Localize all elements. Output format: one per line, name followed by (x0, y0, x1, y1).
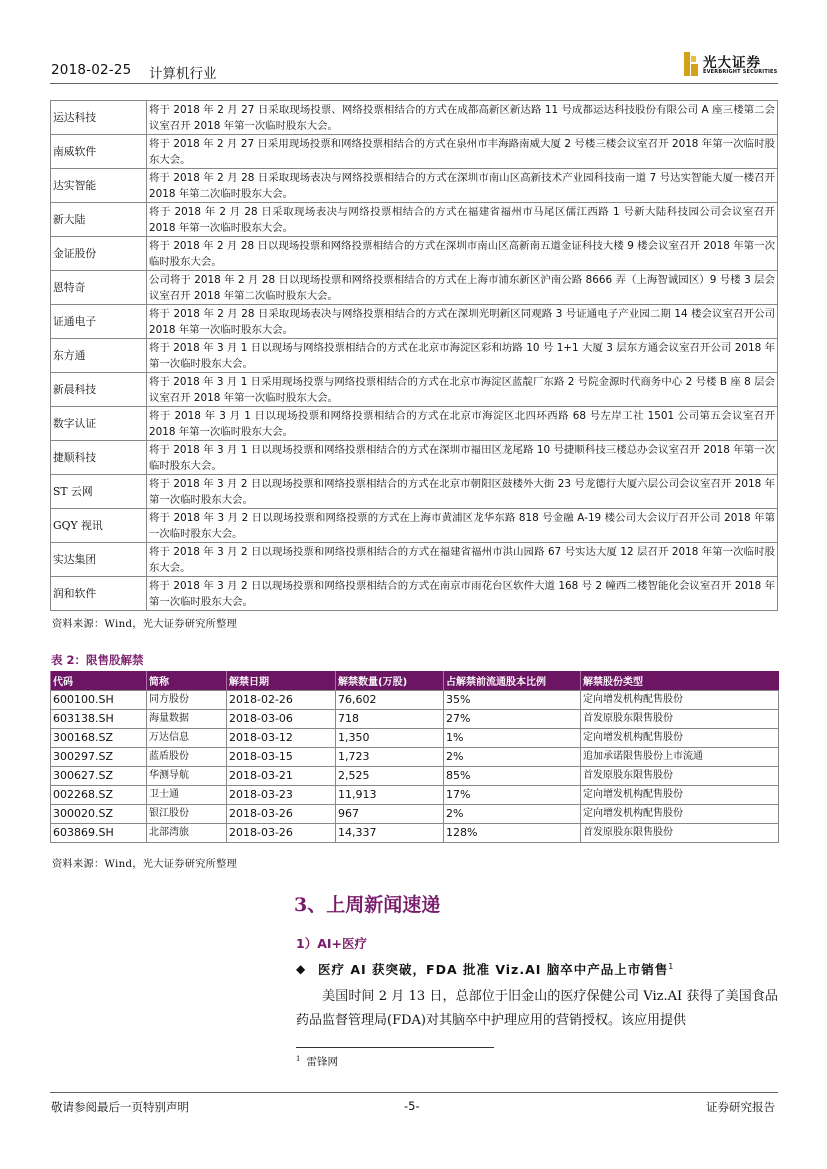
float-ratio: 85% (444, 767, 581, 786)
header-date: 2018-02-25 (51, 62, 132, 78)
meeting-description: 将于 2018 年 3 月 2 日以现场投票和网络投票相结合的方式在南京市雨花台区软件大道 168 号 2 幢西二楼智能化会议室召开 2018 年第一次临时股东大会。 (147, 577, 778, 611)
table2-column-header: 解禁股份类型 (581, 671, 779, 691)
meeting-row (51, 271, 778, 305)
meeting-row (51, 407, 778, 441)
lockup-expiry-table (50, 671, 779, 843)
lockup-row (51, 710, 779, 729)
share-type: 定向增发机构配售股份 (581, 691, 779, 710)
float-ratio: 17% (444, 786, 581, 805)
table1-source: 资料来源：Wind，光大证券研究所整理 (52, 619, 238, 630)
company-name: 金证股份 (51, 237, 147, 271)
stock-short-name: 同方股份 (147, 691, 227, 710)
table2-column-header: 占解禁前流通股本比例 (444, 671, 581, 691)
company-name: 新晨科技 (51, 373, 147, 407)
table2-column-header: 代码 (51, 671, 147, 691)
float-ratio: 2% (444, 748, 581, 767)
meeting-description: 将于 2018 年 2 月 28 日以现场投票和网络投票相结合的方式在深圳市南山区高新南五道金证科技大楼 9 楼会议室召开 2018 年第一次临时股东大会。 (147, 237, 778, 271)
company-name: 实达集团 (51, 543, 147, 577)
unlock-quantity: 76,602 (336, 691, 444, 710)
share-type: 首发原股东限售股份 (581, 767, 779, 786)
stock-code: 300168.SZ (51, 729, 147, 748)
meeting-description: 将于 2018 年 3 月 1 日采用现场投票与网络投票相结合的方式在北京市海淀区蓝靛厂东路 2 号院金源时代商务中心 2 号楼 B 座 8 层会议室召开 2018 年第一次临时股东大会。 (147, 373, 778, 407)
meeting-description: 将于 2018 年 2 月 28 日采取现场表决与网络投票相结合的方式在深圳光明新区同观路 3 号证通电子产业园二期 14 楼会议室召开公司 2018 年第一次临时股东大会。 (147, 305, 778, 339)
unlock-quantity: 11,913 (336, 786, 444, 805)
float-ratio: 35% (444, 691, 581, 710)
stock-code: 600100.SH (51, 691, 147, 710)
unlock-quantity: 2,525 (336, 767, 444, 786)
lockup-row (51, 767, 779, 786)
stock-short-name: 北部湾旅 (147, 824, 227, 843)
stock-short-name: 万达信息 (147, 729, 227, 748)
unlock-date: 2018-03-26 (227, 824, 336, 843)
company-name: 达实智能 (51, 169, 147, 203)
float-ratio: 1% (444, 729, 581, 748)
unlock-quantity: 967 (336, 805, 444, 824)
company-name: 新大陆 (51, 203, 147, 237)
shareholder-meetings-table (50, 100, 778, 611)
meeting-description: 将于 2018 年 3 月 1 日以现场投票和网络投票相结合的方式在北京市海淀区北四环西路 68 号左岸工社 1501 公司第五会议室召开 2018 年第一次临时股东大会。 (147, 407, 778, 441)
stock-code: 300297.SZ (51, 748, 147, 767)
stock-short-name: 卫士通 (147, 786, 227, 805)
footnote-number: 1 (296, 1054, 301, 1063)
company-name: GQY 视讯 (51, 509, 147, 543)
everbright-logo-icon (684, 52, 698, 76)
stock-code: 603138.SH (51, 710, 147, 729)
meeting-row (51, 441, 778, 475)
company-name: 运达科技 (51, 101, 147, 135)
lockup-row (51, 691, 779, 710)
footer-disclaimer: 敬请参阅最后一页特别声明 (51, 1100, 189, 1114)
unlock-date: 2018-02-26 (227, 691, 336, 710)
stock-code: 300627.SZ (51, 767, 147, 786)
meeting-row (51, 577, 778, 611)
table2-header-row (51, 671, 779, 691)
share-type: 定向增发机构配售股份 (581, 786, 779, 805)
stock-short-name: 海量数据 (147, 710, 227, 729)
diamond-bullet-icon: ◆ (296, 962, 306, 976)
share-type: 定向增发机构配售股份 (581, 805, 779, 824)
table2-column-header: 简称 (147, 671, 227, 691)
everbright-logo (684, 50, 784, 78)
news-headline (318, 960, 674, 978)
stock-code: 300020.SZ (51, 805, 147, 824)
subsection-title: 1）AI+医疗 (296, 936, 367, 951)
unlock-quantity: 1,723 (336, 748, 444, 767)
meeting-description: 将于 2018 年 3 月 1 日以现场与网络投票相结合的方式在北京市海淀区彩和坊路 10 号 1+1 大厦 3 层东方通会议室召开公司 2018 年第一次临时股东大会。 (147, 339, 778, 373)
stock-code: 603869.SH (51, 824, 147, 843)
logo-chinese-name: 光大证券 (703, 55, 761, 71)
company-name: 证通电子 (51, 305, 147, 339)
header-industry: 计算机行业 (149, 66, 217, 82)
meeting-description: 将于 2018 年 2 月 27 日采用现场投票和网络投票相结合的方式在泉州市丰海路南威大厦 2 号楼三楼会议室召开 2018 年第一次临时股东大会。 (147, 135, 778, 169)
section-title: 3、上周新闻速递 (294, 894, 441, 916)
lockup-row (51, 786, 779, 805)
logo-english-name: EVERBRIGHT SECURITIES (703, 69, 778, 75)
meeting-row (51, 305, 778, 339)
company-name: ST 云网 (51, 475, 147, 509)
meeting-row (51, 169, 778, 203)
news-paragraph-text: 美国时间 2 月 13 日，总部位于旧金山的医疗保健公司 Viz.AI 获得了美国食品药品监督管理局(FDA)对其脑卒中护理应用的营销授权。该应用提供 (296, 989, 778, 1028)
share-type: 首发原股东限售股份 (581, 824, 779, 843)
meeting-description: 公司将于 2018 年 2 月 28 日以现场投票和网络投票相结合的方式在上海市浦东新区沪南公路 8666 弄（上海智诚园区）9 号楼 3 层会议室召开 2018 年第二次临时股东大会。 (147, 271, 778, 305)
company-name: 南威软件 (51, 135, 147, 169)
meeting-row (51, 203, 778, 237)
unlock-date: 2018-03-21 (227, 767, 336, 786)
news-headline-text: 医疗 AI 获突破，FDA 批准 Viz.AI 脑卒中产品上市销售 (318, 962, 669, 977)
meeting-row (51, 101, 778, 135)
unlock-date: 2018-03-23 (227, 786, 336, 805)
lockup-row (51, 729, 779, 748)
float-ratio: 2% (444, 805, 581, 824)
table2-title: 表 2：限售股解禁 (51, 653, 144, 667)
company-name: 东方通 (51, 339, 147, 373)
company-name: 数字认证 (51, 407, 147, 441)
lockup-row (51, 824, 779, 843)
meeting-description: 将于 2018 年 3 月 1 日以现场投票和网络投票相结合的方式在深圳市福田区龙尾路 10 号捷顺科技三楼总办会议室召开 2018 年第一次临时股东大会。 (147, 441, 778, 475)
meeting-row (51, 339, 778, 373)
unlock-quantity: 14,337 (336, 824, 444, 843)
meeting-description: 将于 2018 年 3 月 2 日以现场投票和网络投票相结合的方式在福建省福州市洪山园路 67 号实达大厦 12 层召开 2018 年第一次临时股东大会。 (147, 543, 778, 577)
company-name: 润和软件 (51, 577, 147, 611)
share-type: 首发原股东限售股份 (581, 710, 779, 729)
company-name: 捷顺科技 (51, 441, 147, 475)
float-ratio: 128% (444, 824, 581, 843)
meeting-description: 将于 2018 年 3 月 2 日以现场投票和网络投票相结合的方式在北京市朝阳区鼓楼外大街 23 号龙德行大厦六层公司会议室召开 2018 年第一次临时股东大会。 (147, 475, 778, 509)
unlock-date: 2018-03-26 (227, 805, 336, 824)
meeting-description: 将于 2018 年 2 月 27 日采取现场投票、网络投票相结合的方式在成都高新区新达路 11 号成都运达科技股份有限公司 A 座三楼第二会议室召开 2018 年第一次临时股东大会。 (147, 101, 778, 135)
unlock-date: 2018-03-06 (227, 710, 336, 729)
company-name: 恩特奇 (51, 271, 147, 305)
float-ratio: 27% (444, 710, 581, 729)
footnote-ref[interactable]: 1 (668, 961, 675, 971)
unlock-quantity: 718 (336, 710, 444, 729)
unlock-quantity: 1,350 (336, 729, 444, 748)
stock-short-name: 华测导航 (147, 767, 227, 786)
stock-code: 002268.SZ (51, 786, 147, 805)
meeting-description: 将于 2018 年 3 月 2 日以现场投票和网络投票的方式在上海市黄浦区龙华东路 818 号金融 A-19 楼公司大会议厅召开公司 2018 年第一次临时股东大会。 (147, 509, 778, 543)
lockup-row (51, 805, 779, 824)
unlock-date: 2018-03-12 (227, 729, 336, 748)
header-divider (50, 83, 778, 84)
meeting-row (51, 237, 778, 271)
meeting-row (51, 373, 778, 407)
meeting-description: 将于 2018 年 2 月 28 日采取现场表决与网络投票相结合的方式在福建省福州市马尾区儒江西路 1 号新大陆科技园公司会议室召开 2018 年第一次临时股东大会。 (147, 203, 778, 237)
news-paragraph (296, 985, 778, 1033)
lockup-row (51, 748, 779, 767)
table2-column-header: 解禁日期 (227, 671, 336, 691)
footnote-text: 雷锋网 (306, 1056, 338, 1068)
footer-divider (50, 1092, 778, 1093)
meeting-row (51, 135, 778, 169)
table2-column-header: 解禁数量(万股) (336, 671, 444, 691)
stock-short-name: 蓝盾股份 (147, 748, 227, 767)
share-type: 定向增发机构配售股份 (581, 729, 779, 748)
footnote-divider (296, 1047, 494, 1048)
meeting-row (51, 475, 778, 509)
table2-source: 资料来源：Wind，光大证券研究所整理 (52, 859, 238, 870)
unlock-date: 2018-03-15 (227, 748, 336, 767)
meeting-row (51, 509, 778, 543)
meeting-description: 将于 2018 年 2 月 28 日采取现场表决与网络投票相结合的方式在深圳市南山区高新技术产业园科技南一道 7 号达实智能大厦一楼召开 2018 年第二次临时股东大会。 (147, 169, 778, 203)
meeting-row (51, 543, 778, 577)
share-type: 追加承诺限售股份上市流通 (581, 748, 779, 767)
footnote (296, 1054, 338, 1069)
footer-report-type: 证券研究报告 (706, 1100, 775, 1114)
page-number: -5- (404, 1099, 420, 1113)
stock-short-name: 银江股份 (147, 805, 227, 824)
